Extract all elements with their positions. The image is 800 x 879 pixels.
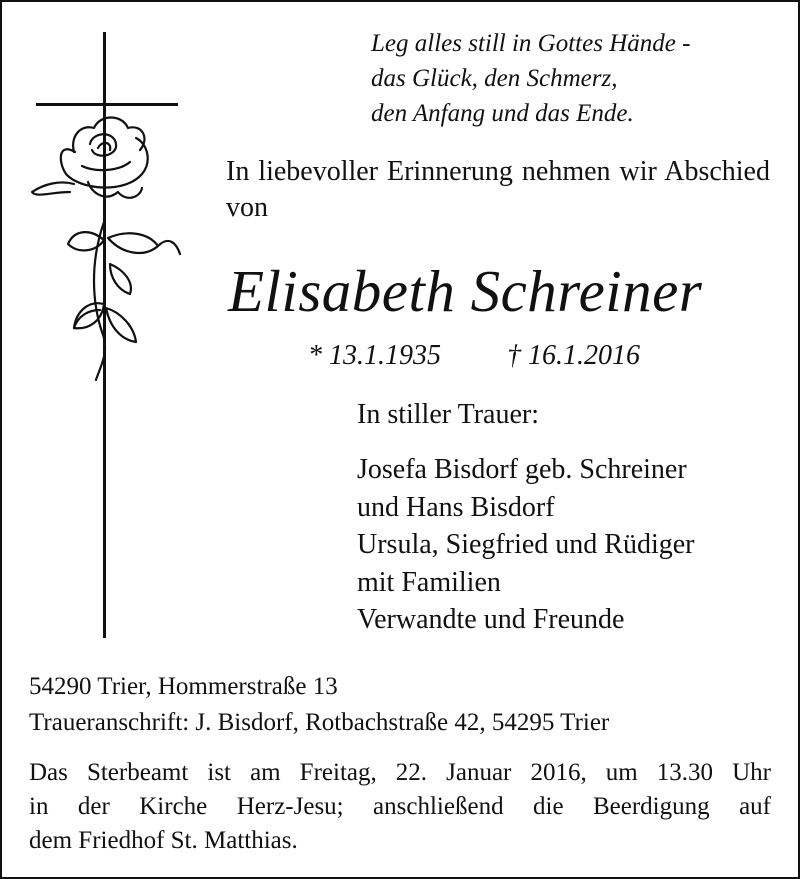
birth-date: * 13.1.1935 [308, 340, 441, 371]
deceased-name: Elisabeth Schreiner [228, 258, 703, 324]
mourners-list [357, 451, 695, 639]
intro-text: In liebevoller Erinnerung nehmen wir Abschied von [226, 156, 770, 223]
verse-line: den Anfang und das Ende. [371, 100, 634, 127]
service-notice [29, 756, 771, 858]
service-line: dem Friedhof St. Matthias. [29, 827, 298, 854]
mourner-line: und Hans Bisdorf [357, 491, 555, 523]
mourning-heading: In stiller Trauer: [357, 399, 539, 430]
mourner-line: Ursula, Siegfried und Rüdiger [357, 529, 695, 560]
mourning-address: Traueranschrift: J. Bisdorf, Rotbachstraße 42, 54295 Trier [29, 709, 610, 736]
mourner-line: mit Familien [357, 566, 501, 598]
address-block [29, 669, 609, 741]
verse-line: das Glück, den Schmerz, [371, 65, 618, 92]
home-address: 54290 Trier, Hommerstraße 13 [29, 673, 338, 700]
cross-with-rose-icon [30, 32, 182, 642]
verse-line: Leg alles still in Gottes Hände - [371, 30, 691, 57]
service-line: Das Sterbeamt ist am Freitag, 22. Januar 2016, um 13.30 Uhr [29, 759, 771, 786]
verse [371, 26, 690, 131]
service-line: in der Kirche Herz-Jesu; anschließend die Beerdigung auf [29, 793, 771, 820]
mourner-line: Verwandte und Freunde [357, 604, 625, 635]
mourner-line: Josefa Bisdorf geb. Schreiner [357, 454, 687, 485]
death-date: † 16.1.2016 [507, 340, 640, 371]
